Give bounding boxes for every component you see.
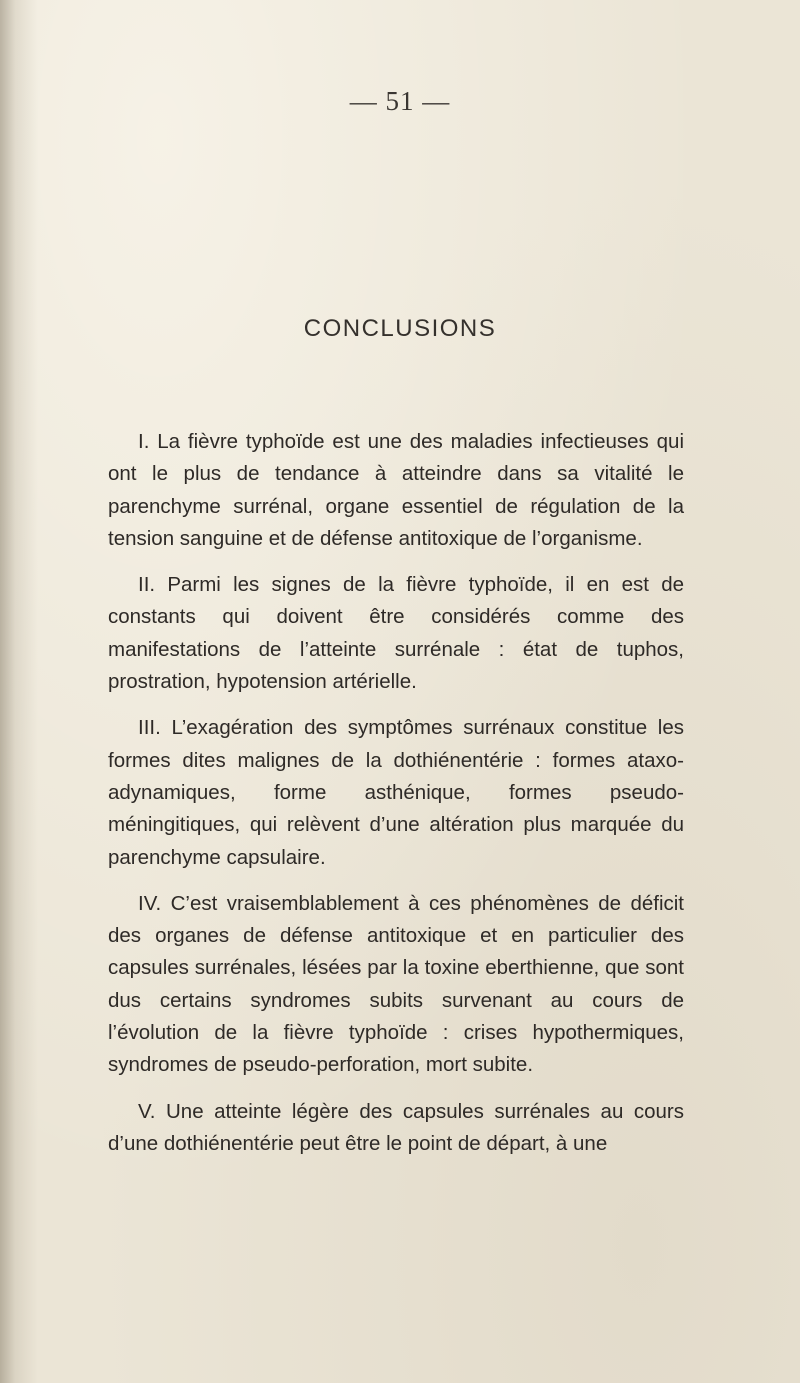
conclusion-paragraph-4: IV. C’est vraisemblablement à ces phénomènes de déficit des organes de défense antitoxique et en particulier des capsules surrénales, lésées par la toxine eberthienne, que sont dus certains syndromes subits survenant au cours de l’évolution de la fièvre typhoïde : crises hypothermiques, syndromes de pseudo-perforation, mort subite. [108,891,684,1077]
section-heading: CONCLUSIONS [303,315,497,342]
conclusion-paragraph-5: V. Une atteinte légère des capsules surrénales au cours d’une dothiénentérie peut être le point de départ, à une [108,1099,684,1155]
page-number: — 51 — [349,86,451,116]
binding-shadow [0,0,38,1383]
conclusion-paragraph-1: I. La fièvre typhoïde est une des maladies infectieuses qui ont le plus de tendance à atteindre dans sa vitalité le parenchyme surrénal, organe essentiel de régulation de la tension sanguine et de défense antitoxique de l’organisme. [108,430,684,550]
conclusions-body [108,426,684,1174]
conclusion-paragraph-3: III. L’exagération des symptômes surrénaux constitue les formes dites malignes de la dothiénentérie : formes ataxo-adynamiques, forme asthénique, formes pseudo-méningitiques, qui relèvent d’une altération plus marquée du parenchyme capsulaire. [108,716,684,869]
conclusion-paragraph-2: II. Parmi les signes de la fièvre typhoïde, il en est de constants qui doivent être considérés comme des manifestations de l’atteinte surrénale : état de tuphos, prostration, hypotension artérielle. [108,573,684,694]
